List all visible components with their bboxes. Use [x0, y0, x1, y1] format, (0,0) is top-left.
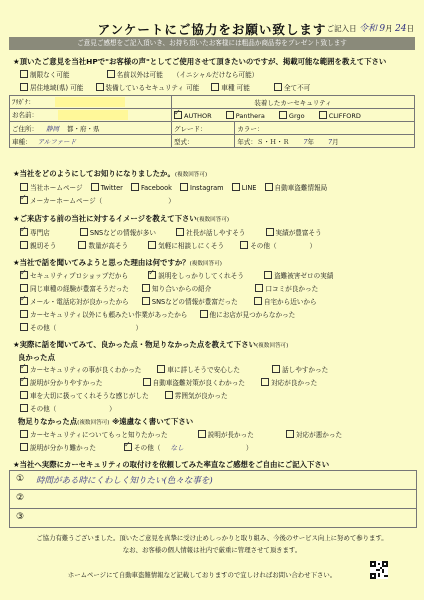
checkbox[interactable]: [20, 323, 28, 331]
checkbox[interactable]: [266, 228, 274, 236]
checkbox[interactable]: [240, 241, 248, 249]
qr-code-icon[interactable]: [370, 561, 388, 579]
checkbox[interactable]: [211, 83, 219, 91]
bad-row2: 説明が分かり難かった ✓ その他（ なし ）: [20, 442, 252, 452]
address-cell[interactable]: ご住所： 静岡 都・府・県: [10, 122, 172, 135]
checkbox[interactable]: [148, 271, 156, 279]
checkbox[interactable]: [198, 430, 206, 438]
checkbox[interactable]: [20, 430, 28, 438]
reason-row1: ✓セキュリティプロショップだから ✓ 説明をしっかりしてくれそう 盗難被害ゼロの実績: [20, 270, 333, 280]
furigana-cell[interactable]: ﾌﾘｶﾞﾅ：: [10, 96, 172, 109]
checkbox[interactable]: [20, 271, 28, 279]
checkbox[interactable]: [20, 228, 28, 236]
car-cell[interactable]: 車種： アルファード: [10, 135, 172, 148]
reason-question: ★当社で話を聞いてみようと思った理由は何ですか？(複数回答可): [13, 258, 222, 267]
checkbox[interactable]: [272, 365, 280, 373]
checkbox-author[interactable]: [174, 111, 182, 119]
comment-line-3[interactable]: ③: [10, 509, 416, 528]
checkbox[interactable]: [20, 310, 28, 318]
image-question: ★ご来店する前の当社に対するイメージを教えて下さい(複数回答可): [13, 214, 230, 223]
checkbox[interactable]: [20, 183, 28, 191]
checkbox[interactable]: [200, 310, 208, 318]
color-cell[interactable]: カラー：: [235, 122, 415, 135]
date-day-unit: 日: [406, 24, 414, 33]
checkbox[interactable]: [176, 228, 184, 236]
publish-row1: 制限なく可能 名前以外は可能 （イニシャルだけなら可能）: [20, 69, 258, 79]
checkbox[interactable]: [20, 391, 28, 399]
reason-row3: ✓メール・電話応対が良かったから SNSなどの情報が豊富だった 自宅から近いから: [20, 296, 317, 306]
checkbox[interactable]: [20, 241, 28, 249]
comment-line-1[interactable]: ① 時間がある時にくわしく知りたい(色々な事を): [10, 471, 416, 490]
date-month-unit: 月: [385, 24, 393, 33]
customer-info-table: [9, 95, 415, 148]
comment-text: 時間がある時にくわしく知りたい(色々な事を): [36, 476, 213, 486]
product-options: ✓ AUTHOR Panthera Grgo CLIFFORD: [172, 109, 415, 122]
equipped-header: 装着したカーセキュリティ: [172, 96, 415, 109]
checkbox[interactable]: [96, 83, 104, 91]
checkbox[interactable]: [131, 183, 139, 191]
page-title: アンケートにご協力をお願い致します: [97, 22, 327, 37]
date-day: 24: [395, 24, 407, 34]
checkbox[interactable]: [142, 284, 150, 292]
checkbox[interactable]: [20, 297, 28, 305]
checkbox[interactable]: [265, 183, 273, 191]
checkbox[interactable]: [148, 241, 156, 249]
grade-cell[interactable]: グレード：: [172, 122, 235, 135]
checkbox[interactable]: [20, 365, 28, 373]
year-cell[interactable]: 年式：Ｓ・Ｈ・Ｒ 7年 7月: [235, 135, 415, 148]
publish-question: ★頂いたご意見を当社HPで"お客様の声"としてご使用させて頂きたいのですが、掲載可能な範囲を教えて下さい: [13, 57, 387, 66]
checkbox[interactable]: [124, 443, 132, 451]
checkbox[interactable]: [91, 183, 99, 191]
image-row2: 親切そう 数量が高そう 気軽に相談しにくそう その他（ ）: [20, 240, 316, 250]
checkbox-panthera[interactable]: [226, 111, 234, 119]
checkbox[interactable]: [143, 378, 151, 386]
checkbox[interactable]: [157, 365, 165, 373]
checkbox[interactable]: [264, 271, 272, 279]
checkbox[interactable]: [142, 297, 150, 305]
good-row4: その他（ ）: [20, 403, 116, 413]
thanks-line-1: ご協力有難うございました。頂いたご意見を真摯に受け止めしっかりと取り組み、今後のサービス向上に努めて参ります。: [36, 534, 388, 542]
bad-points-heading: 物足りなかった点(複数回答可) ※遠慮なく書いて下さい: [18, 417, 194, 426]
checkbox[interactable]: [20, 70, 28, 78]
date-label: ご記入日: [326, 24, 357, 33]
bad-row1: カーセキュリティについてもっと知りたかった 説明が長かった 対応が悪かった: [20, 429, 342, 439]
good-row2: ✓説明が分かりやすかった 自動車盗難対策が良くわかった 対応が良かった: [20, 377, 317, 387]
comment-line-2[interactable]: ②: [10, 490, 416, 509]
checkbox[interactable]: [255, 284, 263, 292]
name-cell[interactable]: お名前：: [10, 109, 172, 122]
checkbox[interactable]: [20, 404, 28, 412]
checkbox[interactable]: [20, 378, 28, 386]
comment-question: ★当社へ実際にカーセキュリティの取付けを依頼してみた率直なご感想をご自由にご記入下さい: [13, 460, 330, 469]
checkbox-grgo[interactable]: [279, 111, 287, 119]
footer-note: ホームページにて自動車盗難情報など記載しておりますので宜しければお問い合わせ下さい。: [67, 571, 337, 579]
present-banner: ご意見ご感想をご記入頂いき、お持ち頂いたお客様には粗品か商品券をプレゼント致します: [9, 37, 415, 50]
checkbox[interactable]: [20, 196, 28, 204]
good-row1: ✓カーセキュリティの事が良くわかった 車に詳しそうで安心した 話しやすかった: [20, 364, 328, 374]
checkbox[interactable]: [232, 183, 240, 191]
reason-row2: 同じ車種の経験が豊富そうだった 知り合いからの紹介 口コミが良かった: [20, 283, 318, 293]
redacted-block: [55, 97, 125, 107]
date-field: [327, 21, 414, 34]
image-row1: ✓専門店 SNSなどの情報が多い 社長が話しやすそう 実績が豊富そう: [20, 227, 322, 237]
publish-row2: 居住地域(県) 可能 装備しているセキュリティ 可能 車種 可能 全て不可: [20, 82, 310, 92]
experience-question: ★実際に話を聞いてみて、良かった点・物足りなかった点を教えて下さい(複数回答可): [13, 340, 289, 349]
comment-box[interactable]: [9, 470, 417, 528]
good-points-heading: 良かった点: [18, 353, 55, 362]
good-row3: 車を大切に扱ってくれそうな感じがした 雰囲気が良かった: [20, 390, 228, 400]
checkbox[interactable]: [107, 70, 115, 78]
model-cell[interactable]: 型式：: [172, 135, 235, 148]
checkbox[interactable]: [261, 378, 269, 386]
know-row1: 当社ホームページ Twitter Facebook Instagram LINE 自動車盗難情報局: [20, 182, 327, 192]
reason-row4: カーセキュリティ以外にも頼みたい作業があったから 他にお店が見つからなかった: [20, 309, 295, 319]
checkbox[interactable]: [78, 241, 86, 249]
reason-row5: その他（ ）: [20, 322, 142, 332]
checkbox[interactable]: [20, 284, 28, 292]
checkbox[interactable]: [180, 183, 188, 191]
checkbox[interactable]: [20, 443, 28, 451]
checkbox[interactable]: [254, 297, 262, 305]
date-month: 9: [379, 24, 386, 34]
checkbox[interactable]: [80, 228, 88, 236]
checkbox[interactable]: [286, 430, 294, 438]
checkbox[interactable]: [20, 83, 28, 91]
know-row2: ✓メーカーホームページ（ ）: [20, 195, 175, 205]
checkbox[interactable]: [165, 391, 173, 399]
date-year: 令和: [359, 24, 378, 34]
bad-other-value: なし: [170, 444, 184, 452]
checkbox[interactable]: [274, 83, 282, 91]
know-question: ★当社をどのようにしてお知りになりましたか。(複数回答可): [13, 169, 208, 178]
checkbox-clifford[interactable]: [319, 111, 327, 119]
redacted-block: [58, 110, 128, 120]
thanks-line-2: なお、お客様の個人情報は社内で厳重に管理させて頂きます。: [122, 546, 302, 554]
